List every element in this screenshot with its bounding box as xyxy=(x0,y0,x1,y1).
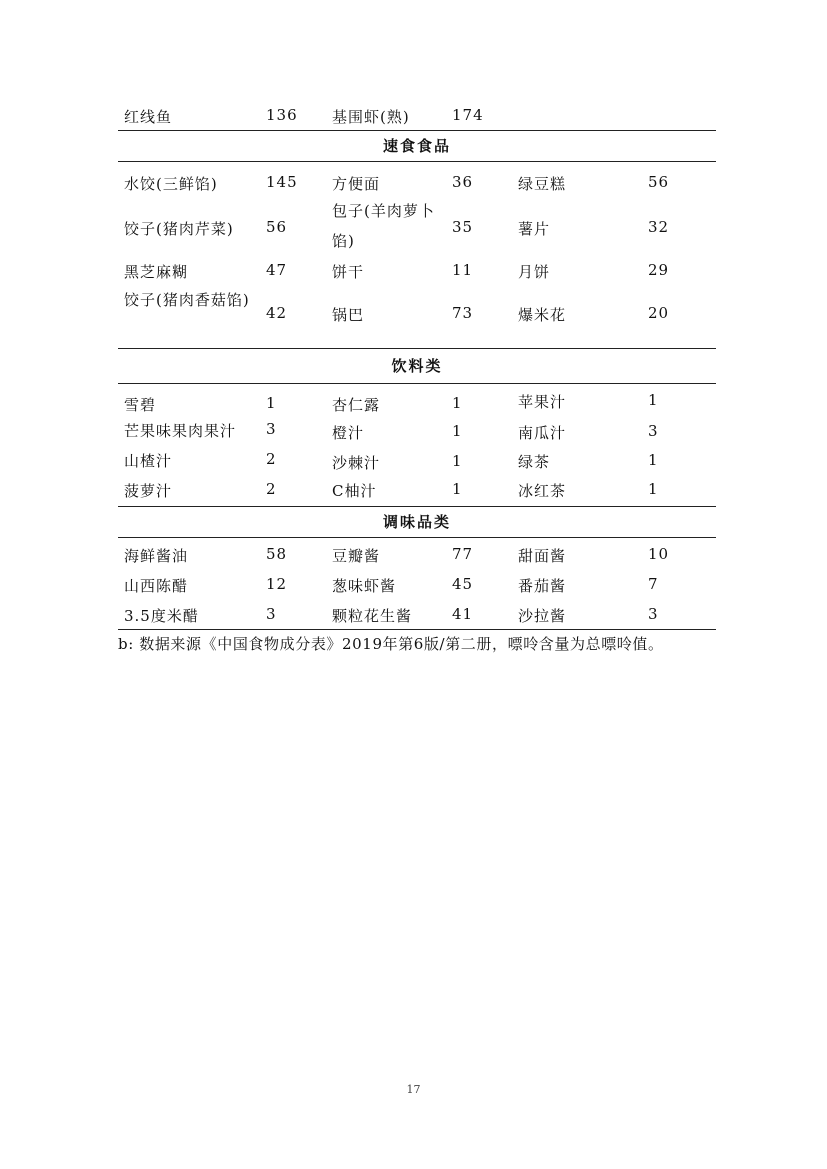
purine-value: 41 xyxy=(452,605,474,623)
purine-value: 56 xyxy=(648,173,670,191)
purine-value: 42 xyxy=(266,304,288,322)
table-row xyxy=(118,198,716,258)
food-name: 3.5度米醋 xyxy=(124,607,199,625)
food-name: 基围虾(熟) xyxy=(332,108,410,126)
food-name: 包子(羊肉萝卜馅) xyxy=(332,202,435,250)
purine-value: 35 xyxy=(452,218,474,236)
food-name: 绿茶 xyxy=(518,453,551,471)
purine-value: 1 xyxy=(452,394,463,412)
food-name: 黑芝麻糊 xyxy=(124,263,189,281)
food-name: 红线鱼 xyxy=(124,108,173,126)
food-name: 葱味虾酱 xyxy=(332,577,397,595)
table-row xyxy=(118,168,716,198)
food-name: 山楂汁 xyxy=(124,452,173,470)
purine-table xyxy=(118,100,716,629)
purine-value: 1 xyxy=(452,422,463,440)
purine-value: 1 xyxy=(648,480,659,498)
purine-value: 11 xyxy=(452,261,474,279)
food-name: 豆瓣酱 xyxy=(332,547,381,565)
food-name: 沙棘汁 xyxy=(332,454,381,472)
food-name: 爆米花 xyxy=(518,306,567,324)
purine-value: 45 xyxy=(452,575,474,593)
food-name: 水饺(三鲜馅) xyxy=(124,175,218,193)
purine-value: 12 xyxy=(266,575,288,593)
table-row xyxy=(118,570,716,601)
table-row xyxy=(118,418,716,448)
table-row xyxy=(118,448,716,478)
purine-value: 20 xyxy=(648,304,670,322)
food-name: 山西陈醋 xyxy=(124,577,189,595)
table-row xyxy=(118,601,716,629)
food-name: 芒果味果肉果汁 xyxy=(124,422,237,440)
purine-value: 145 xyxy=(266,173,298,191)
purine-value: 2 xyxy=(266,450,277,468)
food-name: 橙汁 xyxy=(332,424,365,442)
food-name: 颗粒花生酱 xyxy=(332,607,413,625)
food-name: 绿豆糕 xyxy=(518,175,567,193)
purine-value: 3 xyxy=(648,422,659,440)
purine-value: 29 xyxy=(648,261,670,279)
section-header: 饮料类 xyxy=(118,348,716,384)
food-name: 杏仁露 xyxy=(332,396,381,414)
table-row xyxy=(118,258,716,288)
food-name: 甜面酱 xyxy=(518,547,567,565)
food-name: 雪碧 xyxy=(124,396,157,414)
purine-value: 1 xyxy=(648,451,659,469)
purine-value: 56 xyxy=(266,218,288,236)
food-name: 方便面 xyxy=(332,175,381,193)
purine-value: 10 xyxy=(648,545,670,563)
purine-value: 3 xyxy=(266,605,277,623)
food-name: 锅巴 xyxy=(332,306,365,324)
purine-value: 174 xyxy=(452,106,484,124)
purine-value: 1 xyxy=(452,452,463,470)
food-name: 番茄酱 xyxy=(518,577,567,595)
page-number: 17 xyxy=(406,1083,421,1096)
purine-value: 1 xyxy=(648,391,659,409)
table-row xyxy=(118,478,716,506)
table-row xyxy=(118,540,716,570)
purine-value: 47 xyxy=(266,261,288,279)
section-header: 速食食品 xyxy=(118,130,716,162)
purine-value: 2 xyxy=(266,480,277,498)
purine-value: 1 xyxy=(266,394,277,412)
purine-value: 36 xyxy=(452,173,474,191)
table-row xyxy=(118,388,716,418)
food-name: 南瓜汁 xyxy=(518,424,567,442)
food-name: 月饼 xyxy=(518,263,551,281)
food-name: 饺子(猪肉香菇馅) xyxy=(124,291,250,309)
food-name: 菠萝汁 xyxy=(124,482,173,500)
purine-value: 3 xyxy=(648,605,659,623)
food-name: 沙拉酱 xyxy=(518,607,567,625)
purine-value: 58 xyxy=(266,545,288,563)
food-name: C柚汁 xyxy=(332,482,377,500)
food-name: 饺子(猪肉芹菜) xyxy=(124,220,234,238)
purine-value: 136 xyxy=(266,106,298,124)
section-header: 调味品类 xyxy=(118,506,716,538)
purine-value: 7 xyxy=(648,575,659,593)
footnote: b: 数据来源《中国食物成分表》2019年第6版/第二册，嘌呤含量为总嘌呤值。 xyxy=(118,629,716,654)
food-name: 海鲜酱油 xyxy=(124,547,189,565)
food-name: 冰红茶 xyxy=(518,482,567,500)
purine-value: 3 xyxy=(266,420,277,438)
food-name: 苹果汁 xyxy=(518,393,567,411)
food-name: 薯片 xyxy=(518,220,551,238)
purine-value: 1 xyxy=(452,480,463,498)
purine-value: 32 xyxy=(648,218,670,236)
table-row xyxy=(118,100,716,130)
table-row xyxy=(118,288,716,348)
food-name: 饼干 xyxy=(332,263,365,281)
purine-value: 77 xyxy=(452,545,474,563)
purine-value: 73 xyxy=(452,304,474,322)
